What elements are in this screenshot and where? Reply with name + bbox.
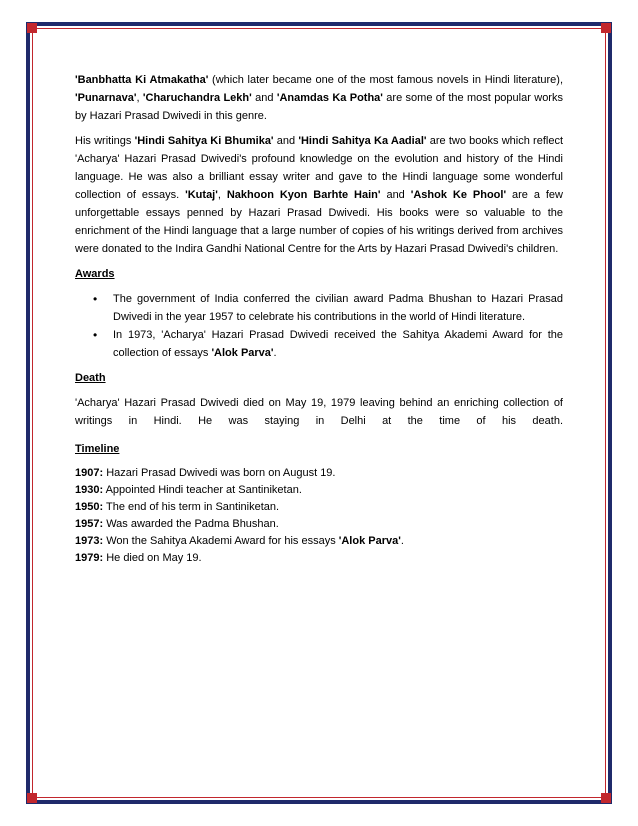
death-heading: Death [75,372,106,384]
work-title: 'Punarnava' [75,92,137,104]
text-run: are some of the most popular works by Hazari Prasad Dwivedi in this genre. [75,92,563,122]
text-run: (which later became one of the most famous novels in Hindi literature), [208,74,563,86]
text-run: and [251,92,277,104]
awards-heading: Awards [75,268,115,280]
work-title: 'Charuchandra Lekh' [142,92,252,104]
timeline-row [75,516,563,533]
paragraph-works [75,71,563,125]
timeline-text: He died on May 19. [103,552,202,564]
corner-ornament-top-right [601,23,611,33]
work-title: Nakhoon Kyon Barhte Hain' [226,189,381,201]
timeline-row [75,482,563,499]
work-title: 'Kutaj' [185,189,218,201]
work-title: 'Hindi Sahitya Ka Aadial' [298,135,427,147]
document-body [75,71,563,567]
timeline-text: Won the Sahitya Akademi Award for his essays [103,535,339,547]
work-title: 'Alok Parva' [338,535,401,547]
awards-list [75,290,563,362]
timeline-text: Was awarded the Padma Bhushan. [103,518,279,530]
text-run: In 1973, 'Acharya' Hazari Prasad Dwivedi received the Sahitya Akademi Award for the collection of essays [113,329,563,359]
text-run: and [273,135,299,147]
list-item [75,326,563,362]
timeline-row [75,499,563,516]
timeline-row [75,465,563,482]
timeline-list [75,465,563,567]
work-title: 'Anamdas Ka Potha' [276,92,383,104]
text-run: , [136,92,143,104]
work-title: 'Ashok Ke Phool' [410,189,507,201]
timeline-text: Appointed Hindi teacher at Santiniketan. [103,484,302,496]
text-run: His writings [75,135,135,147]
work-title: ' [75,74,78,86]
text-run: , [217,189,227,201]
paragraph-writings [75,132,563,258]
timeline-year: 1907: [75,467,104,479]
work-title: 'Alok Parva' [211,347,274,359]
timeline-text: The end of his term in Santiniketan. [103,501,280,513]
text-run: are two books which reflect 'Acharya' Hazari Prasad Dwivedi's profound knowledge on the evolution and history of the Hindi language. He was also a brilliant essay writer and gave to the Hindi language some wonderful collection of essays. [75,135,564,201]
work-title: Banbhatta Ki Atmakatha' [77,74,209,86]
text-run: are a few unforgettable essays penned by Hazari Prasad Dwivedi. His books were so valuable to the enrichment of the Hindi language that a large number of copies of his writings derived from archives were donated to the Indira Gandhi National Centre for the Arts by Hazari Prasad Dwivedi's children. [75,189,563,255]
list-item: • The government of India conferred the civilian award Padma Bhushan to Hazari Prasad Dwivedi in the year 1957 to celebrate his contributions in the world of Hindi literature. [75,290,563,326]
corner-ornament-bottom-left [27,793,37,803]
corner-ornament-bottom-right [601,793,611,803]
corner-ornament-top-left [27,23,37,33]
timeline-year: 1957: [75,518,104,530]
timeline-year: 1930: [75,484,104,496]
timeline-year: 1950: [75,501,104,513]
text-run: and [380,189,411,201]
text-run: . [400,535,404,547]
timeline-year: 1979: [75,552,104,564]
timeline-text: Hazari Prasad Dwivedi was born on August 19. [103,467,336,479]
timeline-year: 1973: [75,535,104,547]
timeline-row [75,533,563,550]
work-title: 'Hindi Sahitya Ki Bhumika' [134,135,274,147]
timeline-row [75,550,563,567]
timeline-heading: Timeline [75,443,120,455]
text-run: . [273,347,277,359]
paragraph-death: 'Acharya' Hazari Prasad Dwivedi died on May 19, 1979 leaving behind an enriching collection of writings in Hindi. He was staying in Delhi at the time of his death. [75,397,563,427]
